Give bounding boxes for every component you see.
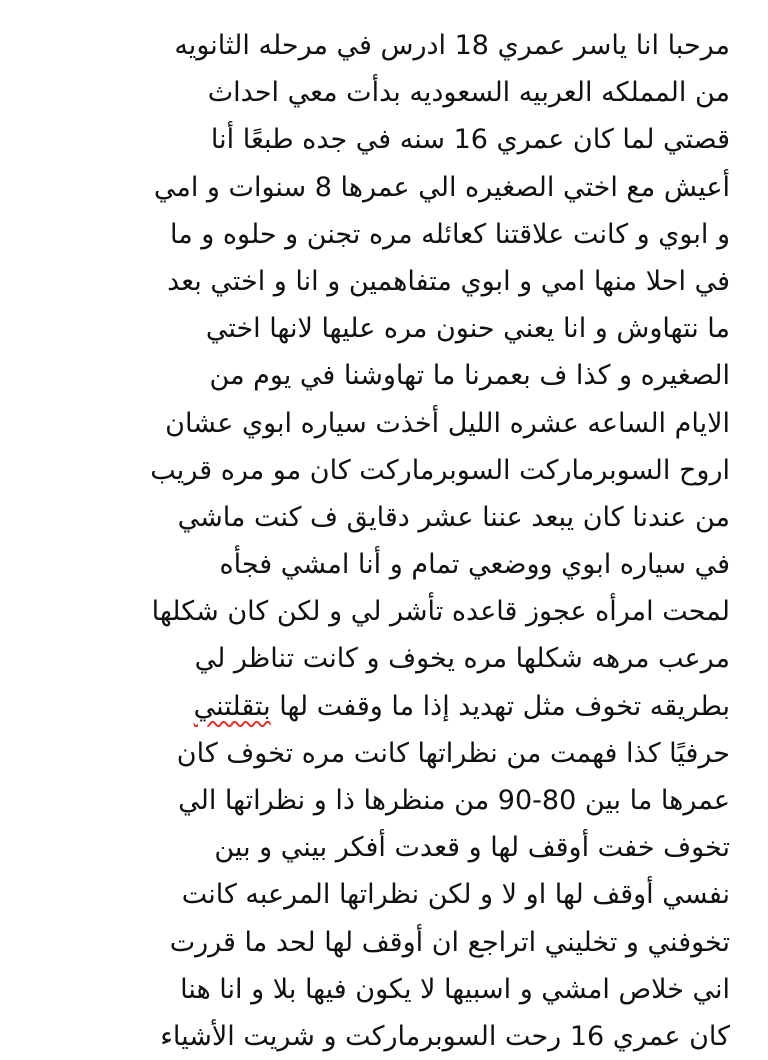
text-segment: بطريقه تخوف مثل تهديد إذا ما وقفت لها xyxy=(270,690,730,722)
text-line: الصغيره و كذا ف بعمرنا ما تهاوشنا في يوم من xyxy=(209,360,730,392)
text-line: حرفيًا كذا فهمت من نظراتها كانت مره تخوف كان xyxy=(176,737,730,769)
text-line: كان عمري 16 رحت السوبرماركت و شريت الأشياء xyxy=(160,1020,730,1052)
document-body xyxy=(40,22,730,1060)
text-line: مرحبا انا ياسر عمري 18 ادرس في مرحله الثانويه xyxy=(174,30,730,61)
text-line: لمحت امرأه عجوز قاعده تأشر لي و لكن كان شكلها xyxy=(151,596,730,628)
text-line: من المملكه العربيه السعوديه بدأت معي احداث xyxy=(207,77,730,109)
text-line: عمرها ما بين 80-90 من منظرها ذا و نظراتها الي xyxy=(178,785,730,816)
text-line: مرعب مرهه شكلها مره يخوف و كانت تناظر لي xyxy=(194,643,730,675)
text-line: قصتي لما كان عمري 16 سنه في جده طبعًا أنا xyxy=(210,124,730,156)
text-line: أعيش مع اختي الصغيره الي عمرها 8 سنوات و امي xyxy=(153,171,730,203)
text-line: ما نتهاوش و انا يعني حنون مره عليها لانها اختي xyxy=(205,313,730,345)
text-line: في احلا منها امي و ابوي متفاهمين و انا و اختي بعد xyxy=(167,265,730,297)
text-line: اني خلاص امشي و اسبيها لا يكون فيها بلا و انا هنا xyxy=(180,973,730,1005)
text-line: في سياره ابوي ووضعي تمام و أنا امشي فجأه xyxy=(219,549,730,581)
text-line: و ابوي و كانت علاقتنا كعائله مره تجنن و حلوه و ما xyxy=(169,218,730,250)
text-line: تخوف خفت أوقف لها و قعدت أفكر بيني و بين xyxy=(214,832,730,864)
text-line: الايام الساعه عشره الليل أخذت سياره ابوي عشان xyxy=(165,407,730,439)
text-line: من عندنا كان يبعد عننا عشر دقايق ف كنت ماشي xyxy=(177,501,730,533)
misspelled-word[interactable]: بتقلتني xyxy=(193,690,271,722)
text-line: نفسي أوقف لها او لا و لكن نظراتها المرعبه كانت xyxy=(181,879,730,911)
text-line: تخوفني و تخليني اتراجع ان أوقف لها لحد ما قررت xyxy=(169,926,730,958)
text-line-with-spellcheck xyxy=(40,683,730,730)
text-line: اروح السوبرماركت السوبرماركت كان مو مره قريب xyxy=(150,454,730,486)
